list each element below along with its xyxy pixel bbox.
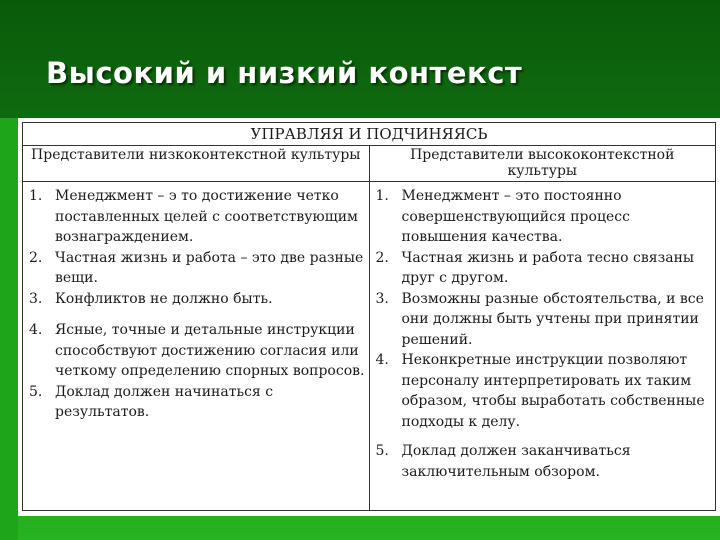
item-number: 2. <box>375 249 389 266</box>
table-heading: УПРАВЛЯЯ И ПОДЧИНЯЯСЬ <box>23 123 716 146</box>
item-number: 5. <box>29 383 43 400</box>
list-item <box>376 186 712 248</box>
high-context-header: Представители высококонтекстной культуры <box>369 146 716 182</box>
item-number: 1. <box>375 188 389 204</box>
low-context-column <box>23 182 370 511</box>
list-item <box>376 248 712 289</box>
item-text: Менеджмент – это постоянно совершенствующийся процесс повышения качества. <box>401 188 630 245</box>
item-text: Возможны разные обстоятельства, и все они должны быть учтены при принятии решений. <box>401 290 704 348</box>
item-number: 1. <box>29 188 43 204</box>
list-item <box>29 320 365 382</box>
document-scan <box>18 118 720 516</box>
item-text: Частная жизнь и работа – это две разные вещи. <box>55 249 364 286</box>
item-number: 2. <box>29 249 43 266</box>
list-item <box>376 289 712 351</box>
left-accent-bar <box>0 118 18 540</box>
item-number: 3. <box>29 290 43 307</box>
list-item <box>29 382 365 423</box>
item-text: Неконкретные инструкции позволяют персоналу интерпретировать их таким образом, чтобы выработать собственные подходы к делу. <box>401 352 705 430</box>
item-text: Менеджмент – э то достижение четко поставленных целей с соответствующим вознаграждением. <box>55 188 358 245</box>
list-item <box>29 248 365 289</box>
item-text: Доклад должен заканчиваться заключительным обзором. <box>401 443 631 480</box>
item-text: Ясные, точные и детальные инструкции способствуют достижению согласия или четкому определению спорных вопросов. <box>55 322 365 379</box>
item-number: 5. <box>375 443 389 459</box>
item-number: 4. <box>375 352 389 368</box>
slide-title: Высокий и низкий контекст <box>46 56 523 90</box>
item-text: Доклад должен начинаться с результатов. <box>55 383 274 420</box>
low-context-header: Представители низкоконтекстной культуры <box>23 146 370 182</box>
comparison-table <box>22 122 716 511</box>
item-text: Частная жизнь и работа тесно связаны друг с другом. <box>401 249 695 286</box>
item-text: Конфликтов не должно быть. <box>55 290 273 307</box>
list-item <box>376 441 712 482</box>
list-item <box>29 289 365 310</box>
item-number: 3. <box>375 290 389 307</box>
item-number: 4. <box>29 322 43 338</box>
list-item <box>376 350 712 432</box>
list-item <box>29 186 365 248</box>
high-context-column <box>369 182 716 511</box>
